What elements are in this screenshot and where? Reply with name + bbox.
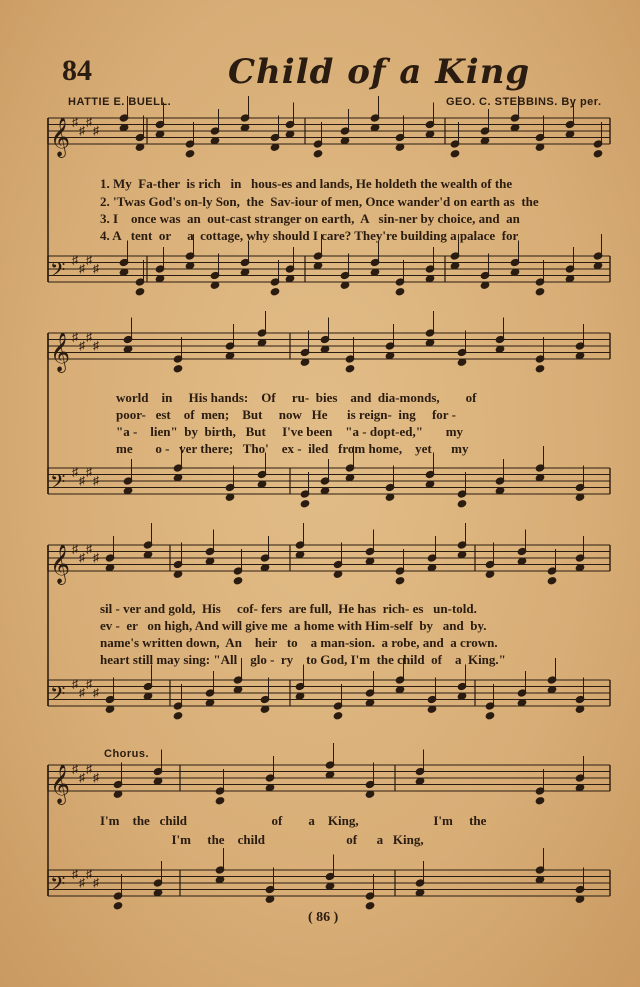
hymn-number: 84 xyxy=(62,54,92,87)
lyric-line: heart still may sing: "All glo - ry to God, I'm the child of a King." xyxy=(100,652,506,667)
sharp-icon: ♯ xyxy=(86,464,92,479)
note-head xyxy=(300,500,310,508)
clef-icon: 𝄞 xyxy=(50,117,71,157)
note-head xyxy=(535,797,545,805)
sharp-icon: ♯ xyxy=(72,866,78,881)
sharp-icon: ♯ xyxy=(79,338,85,353)
note-head xyxy=(135,288,145,296)
clef-icon: 𝄢 xyxy=(50,682,66,710)
note-head xyxy=(173,712,183,720)
sharp-icon: ♯ xyxy=(72,464,78,479)
chorus-label: Chorus. xyxy=(104,748,150,760)
sharp-icon: ♯ xyxy=(79,685,85,700)
note-head xyxy=(333,712,343,720)
sharp-icon: ♯ xyxy=(86,114,92,129)
sharp-icon: ♯ xyxy=(93,875,99,890)
lyric-line: 1. My Fa-ther is rich in hous-es and lands, He holdeth the wealth of the xyxy=(100,176,513,191)
lyric-line: 3. I once was an out-cast stranger on earth, A sin-ner by choice, and an xyxy=(100,211,520,226)
sharp-icon: ♯ xyxy=(79,261,85,276)
author-credit: HATTIE E. BUELL. xyxy=(68,96,172,108)
sharp-icon: ♯ xyxy=(86,252,92,267)
lyric-line: 2. 'Twas God's on-ly Son, the Sav-iour of men, Once wander'd on earth as the xyxy=(100,194,539,209)
lyric-line: I'm the child of a King, I'm the xyxy=(100,813,487,828)
note-head xyxy=(535,365,545,373)
lyric-line: "a - lien" by birth, But I've been "a - dopt-ed," my xyxy=(116,424,464,439)
sharp-icon: ♯ xyxy=(79,550,85,565)
sharp-icon: ♯ xyxy=(86,541,92,556)
sharp-icon: ♯ xyxy=(86,866,92,881)
clef-icon: 𝄢 xyxy=(50,470,66,498)
note-head xyxy=(345,365,355,373)
sharp-icon: ♯ xyxy=(86,761,92,776)
clef-icon: 𝄢 xyxy=(50,258,66,286)
sharp-icon: ♯ xyxy=(72,541,78,556)
note-head xyxy=(185,150,195,158)
lyric-line: poor- est of men; But now He is reign- ing for - xyxy=(116,407,456,422)
sharp-icon: ♯ xyxy=(93,550,99,565)
clef-icon: 𝄢 xyxy=(50,872,66,900)
sharp-icon: ♯ xyxy=(79,473,85,488)
note-head xyxy=(457,500,467,508)
lyric-line: sil - ver and gold, His cof- fers are full, He has rich- es un-told. xyxy=(100,601,477,616)
sharp-icon: ♯ xyxy=(93,473,99,488)
note-head xyxy=(485,712,495,720)
note-head xyxy=(233,577,243,585)
sharp-icon: ♯ xyxy=(93,338,99,353)
page-number: ( 86 ) xyxy=(308,910,339,925)
note-head xyxy=(215,797,225,805)
clef-icon: 𝄞 xyxy=(50,332,71,372)
sharp-icon: ♯ xyxy=(93,685,99,700)
sharp-icon: ♯ xyxy=(72,761,78,776)
lyric-line: world in His hands: Of ru- bies and dia-monds, of xyxy=(116,390,477,405)
clef-icon: 𝄞 xyxy=(50,764,71,804)
sharp-icon: ♯ xyxy=(79,123,85,138)
note-head xyxy=(313,150,323,158)
note-head xyxy=(535,288,545,296)
hymn-title: Child of a King xyxy=(228,52,531,92)
sharp-icon: ♯ xyxy=(86,329,92,344)
sharp-icon: ♯ xyxy=(72,329,78,344)
sharp-icon: ♯ xyxy=(79,875,85,890)
composer-credit: GEO. C. STEBBINS. By per. xyxy=(446,96,602,108)
lyric-line: 4. A tent or a cottage, why should I care? They're building a palace for xyxy=(100,228,519,243)
sharp-icon: ♯ xyxy=(72,676,78,691)
note-head xyxy=(365,902,375,910)
note-head xyxy=(593,150,603,158)
lyric-line: me o - ver there; Tho' ex - iled from home, yet my xyxy=(116,441,469,456)
note-head xyxy=(173,365,183,373)
sharp-icon: ♯ xyxy=(72,114,78,129)
sharp-icon: ♯ xyxy=(93,123,99,138)
note-head xyxy=(547,577,557,585)
lyric-line: I'm the child of a King, xyxy=(100,832,424,847)
note-head xyxy=(113,902,123,910)
clef-icon: 𝄞 xyxy=(50,544,71,584)
sharp-icon: ♯ xyxy=(93,770,99,785)
note-head xyxy=(395,577,405,585)
sharp-icon: ♯ xyxy=(79,770,85,785)
note-head xyxy=(395,288,405,296)
sharp-icon: ♯ xyxy=(72,252,78,267)
lyric-line: ev - er on high, And will give me a home with Him-self by and by. xyxy=(100,618,487,633)
sharp-icon: ♯ xyxy=(86,676,92,691)
note-head xyxy=(270,288,280,296)
note-head xyxy=(450,150,460,158)
sharp-icon: ♯ xyxy=(93,261,99,276)
lyric-line: name's written down, An heir to a man-sion. a robe, and a crown. xyxy=(100,635,498,650)
